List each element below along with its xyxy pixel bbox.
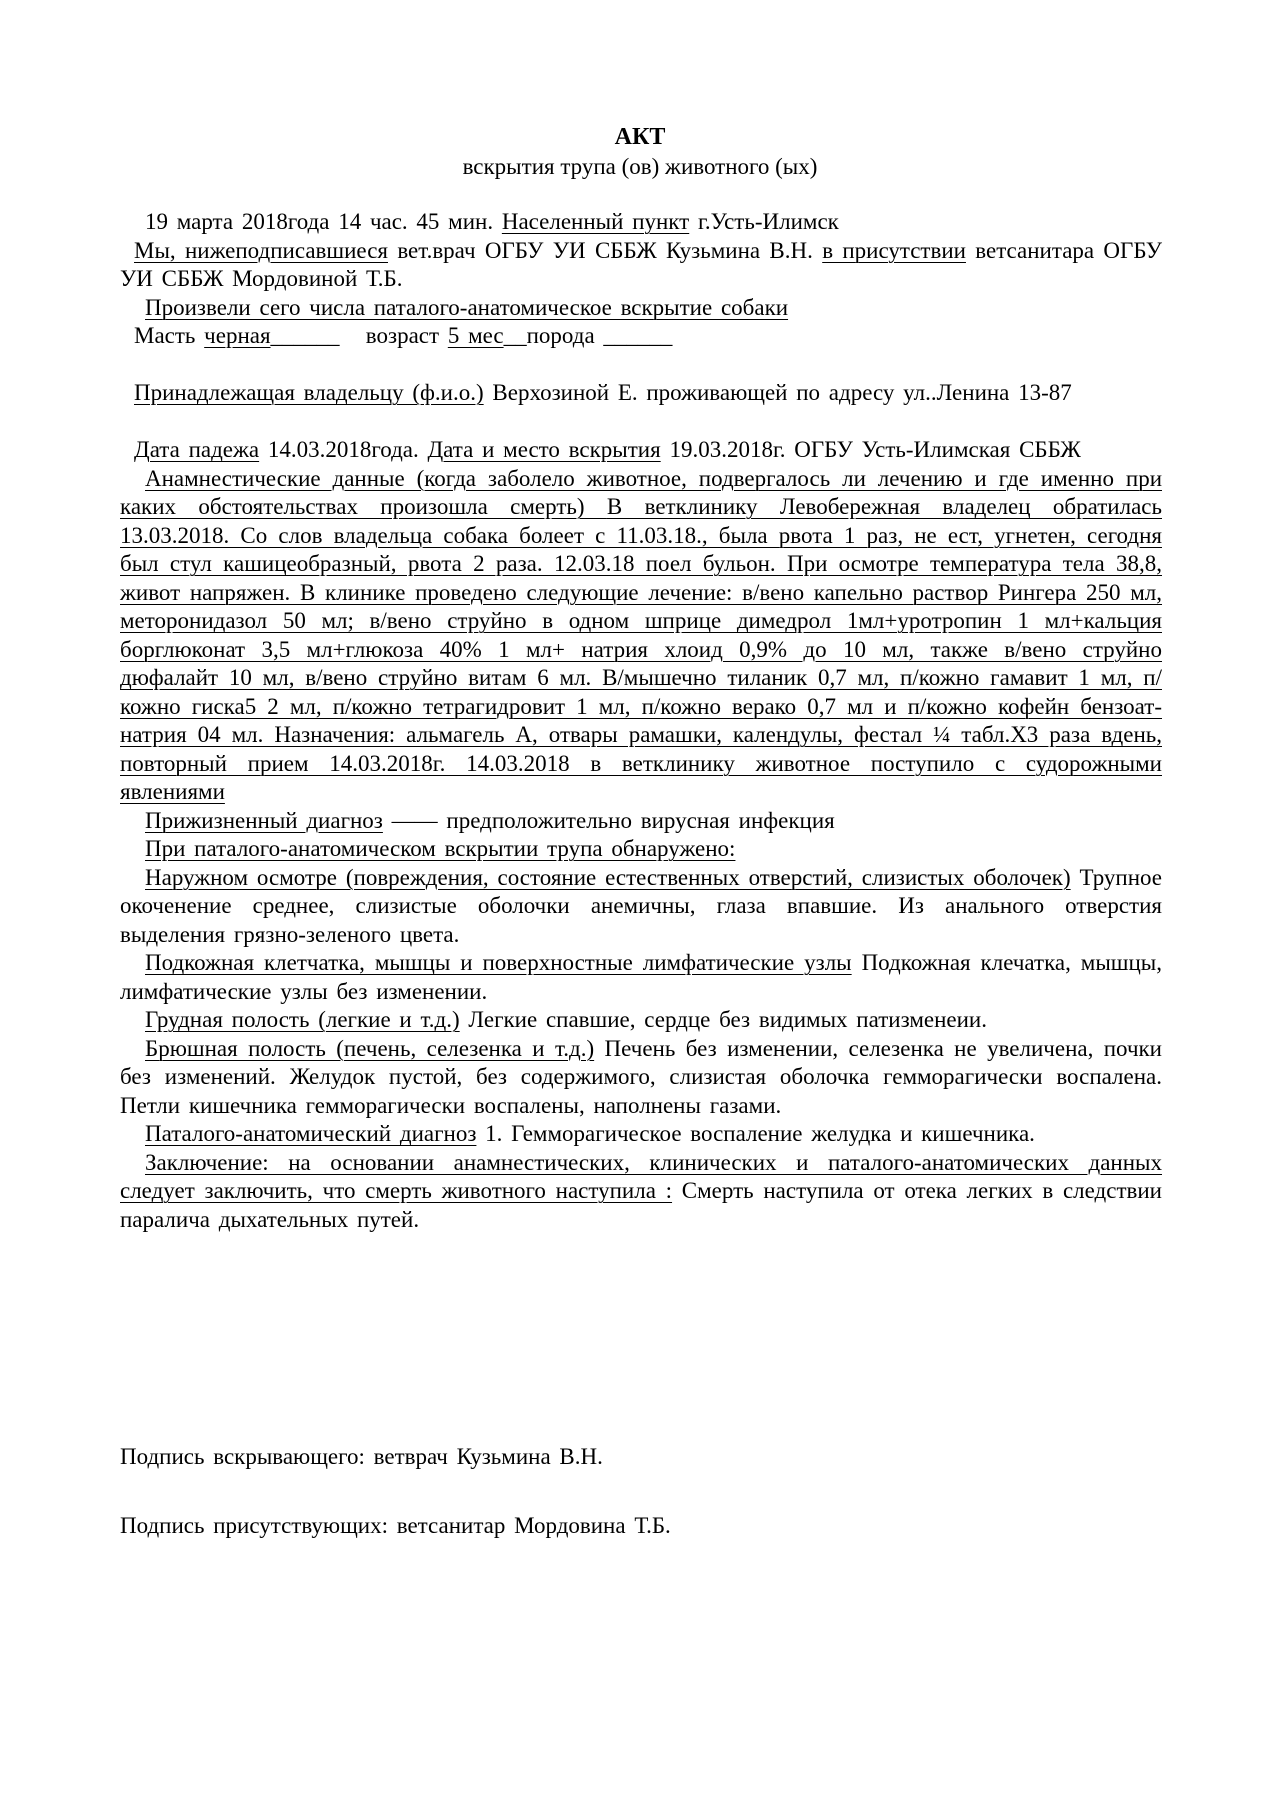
color-value: черная	[204, 323, 271, 348]
chest-section	[120, 1006, 1162, 1035]
abdomen-label: Брюшная полость (печень, селезенка и т.д.)	[145, 1035, 595, 1061]
findings-intro-line	[120, 835, 1162, 864]
datetime-value: 19 марта 2018года 14 час. 45 мин.	[145, 209, 494, 234]
signers-line	[120, 237, 1162, 294]
spacer	[120, 408, 1162, 437]
anamnesis-label: Анамнестические данные (когда заболело животное, подвергалось ли лечению и где именно при каких обстоятельствах произошла смерть)	[120, 465, 1162, 519]
abdomen-section	[120, 1035, 1162, 1121]
procedure-line	[120, 294, 1162, 323]
document-header	[120, 122, 1160, 182]
age-fill: __	[503, 323, 527, 348]
lifetime-diagnosis-value: предположительно вирусная инфекция	[446, 807, 835, 833]
pathology-diagnosis-value: 1. Гемморагическое воспаление желудка и кишечника.	[485, 1121, 1035, 1146]
autopsy-label: Дата и место вскрытия	[427, 437, 661, 462]
pathology-diagnosis-section	[120, 1120, 1162, 1149]
conclusion-value: Смерть наступила от отека легких в следствии паралича дыхательных путей.	[120, 1178, 1162, 1232]
document-body	[120, 208, 1162, 1234]
document-title: АКТ	[614, 124, 666, 150]
date-line	[120, 208, 1162, 237]
death-date-value: 14.03.2018года.	[267, 437, 419, 462]
place-label: Населенный пункт	[501, 209, 690, 234]
owner-label: Принадлежащая владельцу (ф.и.о.)	[134, 380, 484, 405]
subcutaneous-section	[120, 949, 1162, 1006]
animal-line	[120, 322, 1162, 351]
external-exam-label: Наружном осмотре (повреждения, состояние естественных отверстий, слизистых оболочек)	[145, 864, 1071, 890]
present-signature: Подпись присутствующих: ветсанитар Мордовина Т.Б.	[120, 1512, 671, 1538]
death-date-label: Дата падежа	[134, 437, 260, 462]
external-exam-section	[120, 864, 1162, 950]
owner-line	[120, 379, 1162, 408]
pathology-diagnosis-label: Паталого-анатомический диагноз	[145, 1121, 477, 1146]
procedure-text: Произвели сего числа паталого-анатомическое вскрытие собаки	[145, 294, 789, 320]
findings-intro: При паталого-анатомическом вскрытии трупа обнаружено:	[145, 836, 736, 861]
age-value: 5 мес	[447, 323, 504, 348]
abdomen-value: Печень без изменении, селезенка не увеличена, почки без изменений. Желудок пустой, без содержимого, слизистая оболочка гемморагически воспалена. Петли кишечника гемморагически воспалены, наполнены газами.	[120, 1035, 1162, 1118]
lifetime-diagnosis-label: Прижизненный диагноз	[145, 807, 383, 833]
spacer	[120, 351, 1162, 380]
examiner-signature: Подпись вскрывающего: ветврач Кузьмина В.Н.	[120, 1444, 603, 1469]
chest-value: Легкие спавшие, сердце без видимых патизменеии.	[468, 1007, 987, 1032]
presence-value: ветсанитара ОГБУ УИ СББЖ Мордовиной Т.Б.	[120, 237, 1163, 291]
color-label: Масть	[134, 323, 196, 348]
place-value: г.Усть-Илимск	[697, 209, 839, 234]
lifetime-diagnosis-line	[120, 807, 1162, 836]
age-label: возраст	[365, 323, 440, 348]
signers-value: вет.врач ОГБУ УИ СББЖ Кузьмина В.Н.	[397, 237, 813, 263]
subcutaneous-value: Подкожная клечатка, мышцы, лимфатические узлы без изменении.	[120, 950, 1163, 1004]
external-exam-value: Трупное окоченение среднее, слизистые оболочки анемичны, глаза впавшие. Из анального отверстия выделения грязно-зеленого цвета.	[120, 864, 1163, 947]
lifetime-diagnosis-dash: ——	[391, 807, 438, 833]
owner-value: Верхозиной Е. проживающей по адресу ул..Ленина 13-87	[492, 380, 1072, 405]
color-fill: ______	[270, 323, 340, 348]
document-subtitle: вскрытия трупа (ов) животного (ых)	[462, 154, 818, 179]
anamnesis-section	[120, 465, 1162, 807]
anamnesis-text: В ветклинику Левобережная владелец обратилась 13.03.2018. Со слов владельца собака болеет с 11.03.18., была рвота 1 раз, не ест, угнетен, сегодня был стул кашицеобразный, рвота 2 раза. 12.03.18 поел бульон. При осмотре температура тела 38,8, живот напряжен. В клинике проведено следующие лечение: в/вено капельно раствор Рингера 250 мл, меторонидазол 50 мл; в/вено струйно в одном шприце димедрол 1мл+уротропин 1 мл+кальция борглюконат 3,5 мл+глюкоза 40% 1 мл+ натрия хлоид 0,9% до 10 мл, также в/вено струйно дюфалайт 10 мл, в/вено струйно витам 6 мл. В/мышечно тиланик 0,7 мл, п/кожно гамавит 1 мл, п/кожно гиска5 2 мл, п/кожно тетрагидровит 1 мл, п/кожно верако 0,7 мл и п/кожно кофейн бензоат-натрия 04 мл. Назначения: альмагель А, отвары рамашки, календулы, фестал ¼ табл.Х3 раза вдень, повторный прием 14.03.2018г. 14.03.2018 в ветклинику животное поступило с судорожными явлениями	[120, 494, 1162, 804]
signers-label: Мы, нижеподписавшиеся	[134, 237, 388, 263]
conclusion-label: Заключение: на основании анамнестических, клинических и паталого-анатомических данных следует заключить, что смерть животного наступила :	[120, 1149, 1162, 1203]
chest-label: Грудная полость (легкие и т.д.)	[145, 1007, 460, 1032]
autopsy-value: 19.03.2018г. ОГБУ Усть-Илимская СББЖ	[669, 437, 1081, 462]
breed-label: порода	[526, 323, 595, 348]
dates-line	[120, 436, 1162, 465]
conclusion-section	[120, 1149, 1162, 1235]
presence-label: в присутствии	[822, 237, 966, 263]
subcutaneous-label: Подкожная клетчатка, мышцы и поверхностные лимфатические узлы	[145, 950, 852, 975]
breed-value: ______	[603, 323, 673, 348]
signature-block	[120, 1443, 1160, 1580]
